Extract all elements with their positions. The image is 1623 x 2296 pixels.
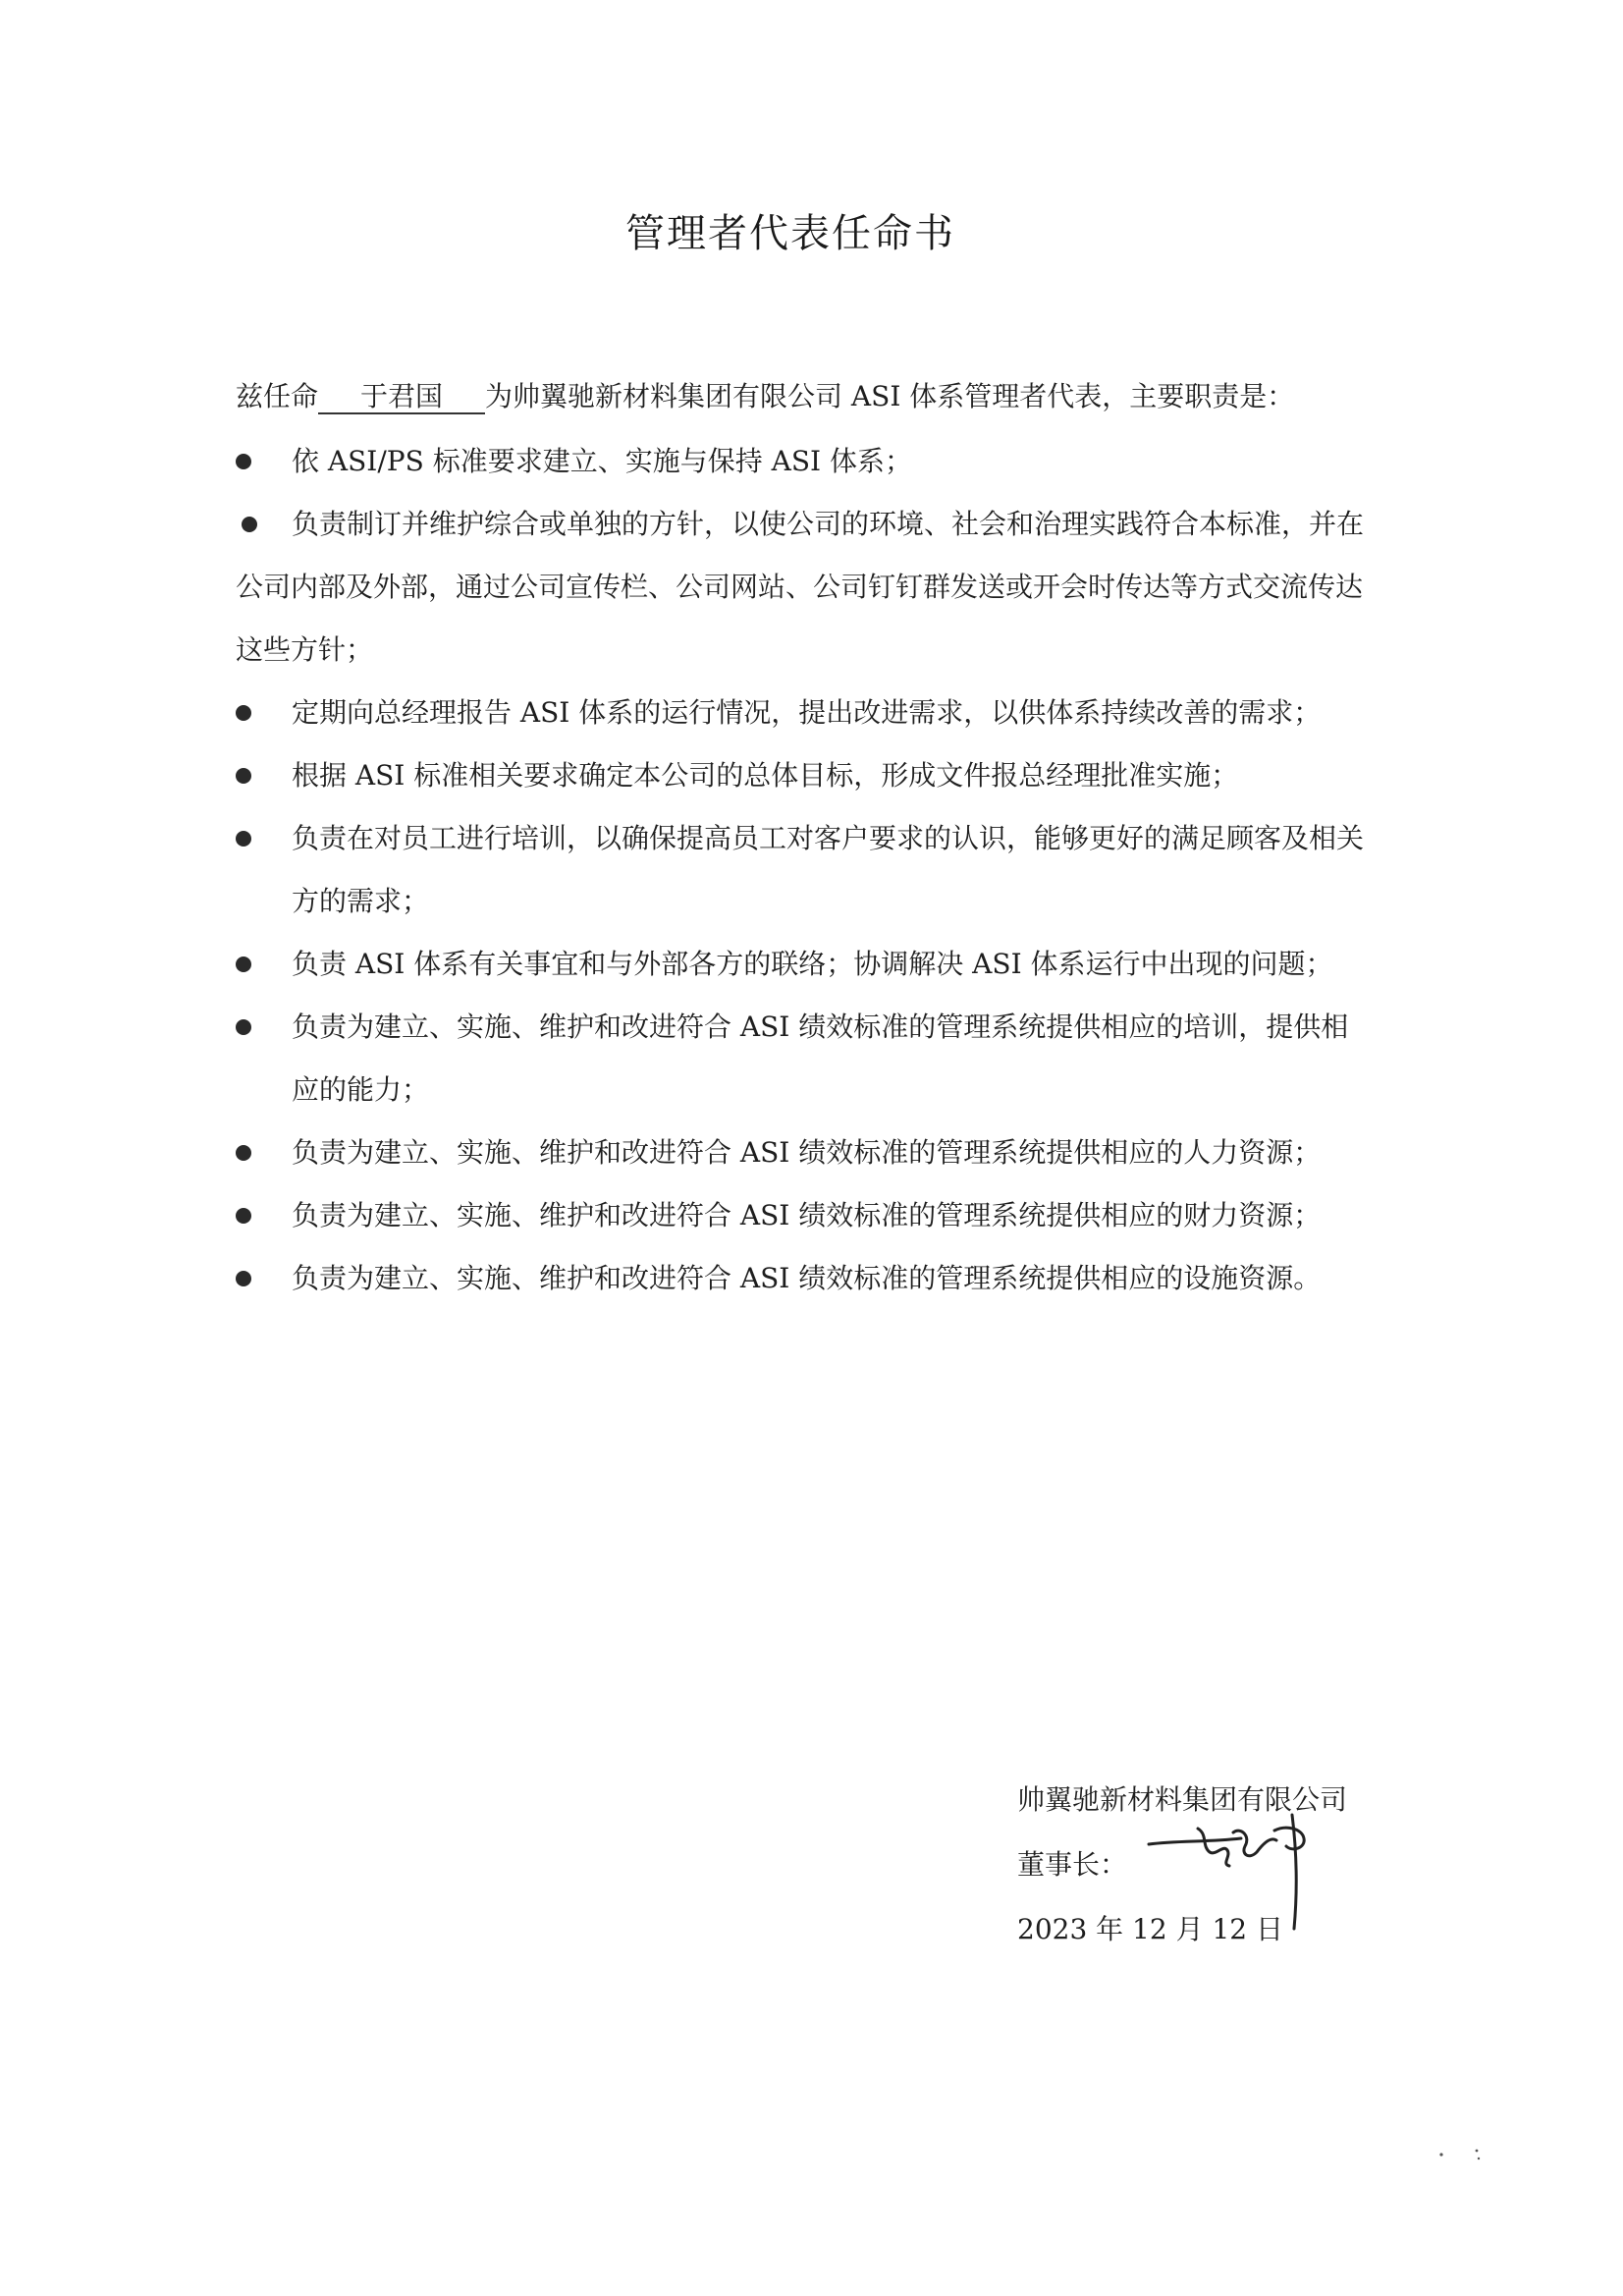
intro-prefix: 兹任命 [236, 380, 319, 412]
appointment-statement [236, 375, 1294, 414]
duty-text: 负责为建立、实施、维护和改进符合 ASI 绩效标准的管理系统提供相应的人力资源； [292, 1136, 1322, 1169]
bullet-icon [236, 768, 251, 784]
bullet-icon [236, 957, 251, 972]
duties-list [236, 430, 1365, 1310]
duty-text: 负责在对员工进行培训，以确保提高员工对客户要求的认识，能够更好的满足顾客及相关方的需求； [292, 822, 1365, 917]
bullet-icon [236, 1208, 251, 1224]
duty-text: 根据 ASI 标准相关要求确定本公司的总体目标，形成文件报总经理批准实施； [292, 759, 1239, 792]
duty-item [236, 1121, 1365, 1184]
bullet-icon [236, 1019, 251, 1035]
bullet-icon [236, 831, 251, 847]
bullet-icon [236, 705, 251, 721]
duty-item [236, 933, 1365, 996]
document-title: 管理者代表任命书 [625, 211, 955, 256]
duty-text: 定期向总经理报告 ASI 体系的运行情况，提出改进需求，以供体系持续改善的需求； [292, 696, 1322, 729]
duty-item [236, 682, 1365, 744]
duty-text: 负责制订并维护综合或单独的方针，以使公司的环境、社会和治理实践符合本标准，并在公司内部及外部，通过公司宣传栏、公司网站、公司钉钉群发送或开会时传达等方式交流传达这些方针； [236, 508, 1365, 666]
chairman-label: 董事长： [1017, 1848, 1128, 1881]
duty-item [236, 996, 1365, 1121]
bullet-icon [236, 1145, 251, 1161]
duty-text: 负责为建立、实施、维护和改进符合 ASI 绩效标准的管理系统提供相应的财力资源； [292, 1199, 1322, 1231]
duty-text: 负责为建立、实施、维护和改进符合 ASI 绩效标准的管理系统提供相应的设施资源。 [292, 1262, 1322, 1294]
duty-item [236, 430, 1365, 493]
signing-date: 2023 年 12 月 12 日 [1017, 1913, 1284, 1945]
duty-item [236, 493, 1365, 682]
duty-item [236, 744, 1365, 807]
bullet-icon [242, 517, 257, 532]
scan-specks [1434, 2141, 1492, 2170]
duty-item [236, 807, 1365, 933]
bullet-icon [236, 1271, 251, 1286]
appointee-name: 于君国 [318, 381, 485, 414]
company-name: 帅翼驰新材料集团有限公司 [1017, 1783, 1348, 1816]
duty-text: 依 ASI/PS 标准要求建立、实施与保持 ASI 体系； [292, 445, 912, 477]
handwritten-signature [1139, 1807, 1365, 1935]
duty-text: 负责 ASI 体系有关事宜和与外部各方的联络；协调解决 ASI 体系运行中出现的问题； [292, 948, 1333, 980]
bullet-icon [236, 454, 251, 469]
intro-suffix: 为帅翼驰新材料集团有限公司 ASI 体系管理者代表，主要职责是： [485, 380, 1295, 412]
duty-text: 负责为建立、实施、维护和改进符合 ASI 绩效标准的管理系统提供相应的培训，提供相应的能力； [292, 1011, 1349, 1106]
duty-item [236, 1247, 1365, 1310]
duty-item [236, 1184, 1365, 1247]
